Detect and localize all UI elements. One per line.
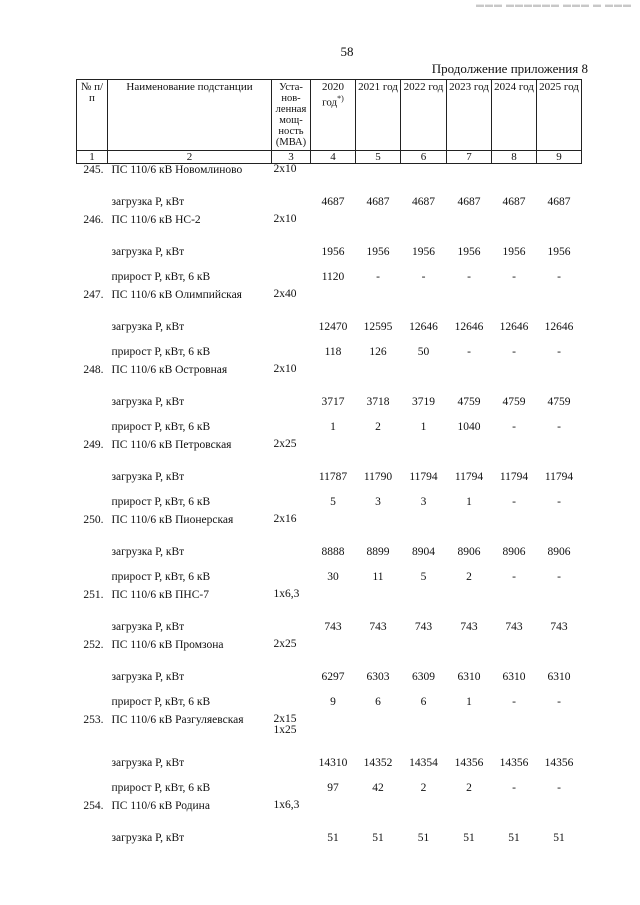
row-value: 5: [420, 570, 427, 583]
measure-row: [77, 689, 582, 714]
row-value: 1040: [457, 420, 481, 433]
row-value: [492, 439, 537, 464]
header-year: 2021 год: [356, 80, 401, 151]
measure-row: [77, 614, 582, 639]
row-value: 2: [466, 781, 472, 794]
row-value: 118: [324, 345, 342, 358]
row-name: прирост Р, кВт, 6 кВ: [111, 270, 211, 283]
row-name: прирост Р, кВт, 6 кВ: [111, 345, 211, 358]
row-capacity: [272, 664, 311, 689]
row-number: 248.: [83, 364, 104, 376]
row-value: 4687: [457, 195, 481, 208]
header-capacity: Уста-нов-ленная мощ-ность (МВА): [272, 80, 311, 151]
row-capacity: [272, 389, 311, 414]
row-value: [492, 714, 537, 750]
row-name: загрузка Р, кВт: [111, 545, 185, 558]
column-number: 4: [311, 151, 356, 164]
row-number: [77, 689, 108, 714]
row-value: -: [557, 781, 561, 794]
measure-row: [77, 339, 582, 364]
row-capacity: 1х6,3: [273, 799, 300, 811]
row-capacity: 2х25: [273, 438, 297, 450]
row-value: 1: [466, 495, 472, 508]
row-value: [401, 164, 447, 190]
header-year: 2024 год: [492, 80, 537, 151]
substation-row: [77, 514, 582, 539]
row-name: прирост Р, кВт, 6 кВ: [111, 420, 211, 433]
row-value: [537, 589, 582, 614]
row-value: [401, 439, 447, 464]
page-number: 58: [340, 44, 354, 59]
row-value: 2: [375, 420, 381, 433]
row-value: 743: [324, 620, 342, 633]
row-value: 50: [417, 345, 430, 358]
row-name: загрузка Р, кВт: [111, 195, 185, 208]
row-name: загрузка Р, кВт: [111, 470, 185, 483]
header-year: 2023 год: [447, 80, 492, 151]
row-value: -: [557, 495, 561, 508]
row-value: 4759: [457, 395, 481, 408]
row-value: -: [467, 345, 471, 358]
column-number: 6: [401, 151, 447, 164]
row-value: [356, 289, 401, 314]
scan-header-marks: ▬▬▬ ▬▬▬▬▬▬ ▬▬▬ ▬ ▬▬▬: [476, 0, 632, 9]
row-value: 11790: [363, 470, 393, 483]
row-value: 51: [327, 831, 339, 844]
row-value: [356, 514, 401, 539]
substation-row: [77, 714, 582, 750]
measure-row: [77, 489, 582, 514]
row-name: ПС 110/6 кВ Островная: [111, 364, 228, 376]
row-value: [447, 800, 492, 825]
row-value: 8906: [547, 545, 571, 558]
row-value: [447, 289, 492, 314]
row-value: 4687: [321, 195, 345, 208]
column-number: 2: [108, 151, 272, 164]
header-name: Наименование подстанции: [108, 80, 272, 151]
row-capacity: 2х15 1х25: [273, 713, 297, 736]
row-value: -: [512, 495, 516, 508]
row-value: 743: [369, 620, 387, 633]
row-value: 6297: [321, 670, 345, 683]
row-value: 8888: [321, 545, 345, 558]
row-value: [537, 514, 582, 539]
row-value: [356, 364, 401, 389]
row-value: 12470: [318, 320, 348, 333]
row-value: 6310: [457, 670, 481, 683]
row-name: ПС 110/6 кВ Олимпийская: [111, 289, 242, 301]
row-name: ПС 110/6 кВ Новомлиново: [111, 164, 243, 176]
column-number: 3: [272, 151, 311, 164]
row-number: [77, 775, 108, 800]
row-value: 11794: [499, 470, 529, 483]
row-value: 6: [420, 695, 427, 708]
row-value: 14354: [409, 756, 438, 769]
load-table: [76, 79, 582, 850]
row-capacity: [272, 314, 311, 339]
row-capacity: 2х10: [273, 163, 297, 175]
row-number: [77, 389, 108, 414]
column-number: 1: [77, 151, 108, 164]
row-value: 126: [369, 345, 387, 358]
row-value: 4759: [547, 395, 571, 408]
row-value: [356, 214, 401, 239]
row-number: 251.: [83, 589, 104, 601]
row-value: [492, 164, 537, 190]
row-value: 14356: [544, 756, 574, 769]
column-number-row: [77, 151, 582, 164]
row-name: прирост Р, кВт, 6 кВ: [111, 495, 211, 508]
measure-row: [77, 389, 582, 414]
row-value: [447, 214, 492, 239]
row-value: [492, 589, 537, 614]
row-value: 6310: [502, 670, 526, 683]
row-value: -: [512, 695, 516, 708]
row-capacity: [272, 414, 311, 439]
row-value: 14356: [454, 756, 484, 769]
row-value: 11: [372, 570, 384, 583]
row-value: 51: [417, 831, 430, 844]
row-capacity: [272, 825, 311, 850]
row-value: 11794: [409, 470, 438, 483]
row-capacity: [272, 464, 311, 489]
row-value: 4687: [412, 195, 435, 208]
row-value: [447, 714, 492, 750]
row-value: [356, 639, 401, 664]
row-value: 8899: [366, 545, 390, 558]
row-value: -: [557, 695, 561, 708]
row-value: [447, 514, 492, 539]
row-value: 5: [330, 495, 336, 508]
measure-row: [77, 664, 582, 689]
row-value: 1: [466, 695, 472, 708]
measure-row: [77, 539, 582, 564]
row-value: 12646: [499, 320, 529, 333]
measure-row: [77, 189, 582, 214]
measure-row: [77, 314, 582, 339]
row-name: прирост Р, кВт, 6 кВ: [111, 570, 211, 583]
row-number: [77, 314, 108, 339]
row-value: 743: [414, 620, 433, 633]
row-value: -: [512, 781, 516, 794]
row-number: [77, 189, 108, 214]
row-value: 12646: [544, 320, 574, 333]
row-capacity: [272, 339, 311, 364]
row-capacity: [272, 564, 311, 589]
row-value: [311, 800, 356, 825]
substation-row: [77, 214, 582, 239]
row-value: 1120: [321, 270, 345, 283]
column-number: 9: [537, 151, 582, 164]
row-value: -: [557, 345, 561, 358]
row-value: [311, 289, 356, 314]
row-value: 14352: [363, 756, 393, 769]
row-value: 12646: [454, 320, 484, 333]
substation-row: [77, 439, 582, 464]
row-value: 8906: [457, 545, 481, 558]
row-number: [77, 339, 108, 364]
row-number: 249.: [83, 439, 104, 451]
header-year: 2020 год*): [311, 80, 356, 151]
row-name: ПС 110/6 кВ Разгуляевская: [111, 714, 244, 726]
row-value: [537, 800, 582, 825]
row-value: [356, 439, 401, 464]
row-capacity: 2х10: [273, 213, 297, 225]
row-value: 743: [460, 620, 478, 633]
row-number: 250.: [83, 514, 104, 526]
row-value: [356, 589, 401, 614]
row-capacity: 1х6,3: [273, 588, 300, 600]
substation-row: [77, 164, 582, 190]
row-number: 246.: [83, 214, 104, 226]
row-value: [492, 214, 537, 239]
row-capacity: 2х16: [273, 513, 297, 525]
row-value: 42: [372, 781, 384, 794]
row-capacity: [272, 614, 311, 639]
row-value: -: [512, 270, 516, 283]
row-value: -: [376, 270, 380, 283]
row-value: 2: [466, 570, 472, 583]
row-value: [401, 800, 447, 825]
row-number: [77, 464, 108, 489]
measure-row: [77, 775, 582, 800]
row-capacity: [272, 264, 311, 289]
row-value: [537, 289, 582, 314]
row-name: ПС 110/6 кВ НС-2: [111, 214, 201, 226]
row-capacity: [272, 489, 311, 514]
row-value: [356, 164, 401, 190]
substation-row: [77, 364, 582, 389]
row-value: 11794: [454, 470, 484, 483]
measure-row: [77, 464, 582, 489]
substation-row: [77, 289, 582, 314]
row-number: [77, 239, 108, 264]
table-header-row: [77, 80, 582, 151]
row-name: загрузка Р, кВт: [111, 620, 185, 633]
row-value: 4687: [366, 195, 390, 208]
row-value: 1956: [502, 245, 526, 258]
row-name: загрузка Р, кВт: [111, 245, 185, 258]
row-value: 3717: [321, 395, 345, 408]
measure-row: [77, 825, 582, 850]
row-value: [401, 214, 447, 239]
continuation-caption: Продолжение приложения 8: [431, 61, 588, 76]
row-value: [447, 439, 492, 464]
row-value: 97: [327, 781, 339, 794]
column-number: 7: [447, 151, 492, 164]
row-value: [311, 439, 356, 464]
row-value: 51: [463, 831, 475, 844]
row-capacity: [272, 189, 311, 214]
header-year: 2025 год: [537, 80, 582, 151]
row-value: [311, 589, 356, 614]
row-number: [77, 539, 108, 564]
row-value: [311, 164, 356, 190]
row-value: 1956: [547, 245, 571, 258]
row-value: 51: [508, 831, 520, 844]
row-number: [77, 489, 108, 514]
row-value: [311, 639, 356, 664]
row-value: 11794: [544, 470, 574, 483]
row-name: прирост Р, кВт, 6 кВ: [111, 781, 211, 794]
row-name: ПС 110/6 кВ Пионерская: [111, 514, 234, 526]
row-number: 253.: [83, 714, 104, 726]
row-value: 1956: [321, 245, 345, 258]
row-number: [77, 564, 108, 589]
row-capacity: [272, 539, 311, 564]
row-value: 1956: [412, 245, 435, 258]
row-value: -: [421, 270, 426, 283]
row-number: [77, 414, 108, 439]
row-name: ПС 110/6 кВ Петровская: [111, 439, 232, 451]
header-num: № п/п: [77, 80, 108, 151]
row-value: 14356: [499, 756, 529, 769]
measure-row: [77, 264, 582, 289]
row-capacity: [272, 775, 311, 800]
row-capacity: [272, 750, 311, 775]
row-name: загрузка Р, кВт: [111, 670, 185, 683]
measure-row: [77, 414, 582, 439]
row-capacity: [272, 239, 311, 264]
row-value: 6309: [412, 670, 435, 683]
measure-row: [77, 750, 582, 775]
row-value: 8904: [412, 545, 435, 558]
row-value: 6303: [366, 670, 390, 683]
row-number: 247.: [83, 289, 104, 301]
row-value: 2: [420, 781, 427, 794]
row-number: 245.: [83, 164, 104, 176]
row-value: [537, 714, 582, 750]
row-value: 8906: [502, 545, 526, 558]
row-number: [77, 750, 108, 775]
row-value: [492, 514, 537, 539]
row-value: 4759: [502, 395, 526, 408]
row-value: [401, 639, 447, 664]
row-value: [447, 589, 492, 614]
row-number: [77, 664, 108, 689]
row-value: 3: [420, 495, 427, 508]
row-value: 51: [372, 831, 384, 844]
row-name: ПС 110/6 кВ Промзона: [111, 639, 224, 651]
row-value: [492, 364, 537, 389]
row-value: [356, 714, 401, 750]
column-number: 5: [356, 151, 401, 164]
row-value: -: [557, 270, 561, 283]
row-capacity: 2х25: [273, 638, 297, 650]
row-value: [401, 364, 447, 389]
row-value: -: [512, 570, 516, 583]
row-value: 4687: [547, 195, 571, 208]
row-value: [537, 364, 582, 389]
row-capacity: 2х40: [273, 288, 297, 300]
row-value: 3719: [412, 395, 435, 408]
row-value: 4687: [502, 195, 526, 208]
row-value: [401, 514, 447, 539]
row-value: 14310: [318, 756, 348, 769]
row-value: 11787: [318, 470, 348, 483]
measure-row: [77, 239, 582, 264]
row-value: 743: [550, 620, 568, 633]
row-value: [356, 800, 401, 825]
row-value: 3: [375, 495, 381, 508]
row-value: -: [557, 570, 561, 583]
row-value: 9: [330, 695, 336, 708]
row-value: [401, 589, 447, 614]
row-name: загрузка Р, кВт: [111, 395, 185, 408]
substation-row: [77, 639, 582, 664]
row-value: 1956: [457, 245, 481, 258]
row-value: [537, 639, 582, 664]
row-value: [447, 164, 492, 190]
row-number: 252.: [83, 639, 104, 651]
row-name: ПС 110/6 кВ ПНС-7: [111, 589, 209, 601]
row-value: 51: [553, 831, 565, 844]
header-year: 2022 год: [401, 80, 447, 151]
row-value: 30: [327, 570, 339, 583]
row-name: ПС 110/6 кВ Родина: [111, 800, 210, 812]
row-value: 12595: [363, 320, 393, 333]
row-value: 1: [420, 420, 427, 433]
row-number: [77, 825, 108, 850]
row-value: [492, 800, 537, 825]
row-value: 743: [505, 620, 523, 633]
row-value: 1: [330, 420, 336, 433]
row-value: 12646: [409, 320, 438, 333]
row-value: [311, 364, 356, 389]
row-number: 254.: [83, 800, 104, 812]
row-value: [537, 439, 582, 464]
row-value: [537, 214, 582, 239]
row-value: [311, 214, 356, 239]
row-value: [537, 164, 582, 190]
row-value: -: [512, 345, 516, 358]
row-value: [401, 714, 447, 750]
substation-row: [77, 589, 582, 614]
substation-row: [77, 800, 582, 825]
row-value: [311, 714, 356, 750]
row-value: [492, 639, 537, 664]
measure-row: [77, 564, 582, 589]
row-name: прирост Р, кВт, 6 кВ: [111, 695, 211, 708]
row-capacity: 2х10: [273, 363, 297, 375]
row-value: [447, 639, 492, 664]
row-value: -: [557, 420, 561, 433]
row-capacity: [272, 689, 311, 714]
row-value: 6: [375, 695, 381, 708]
row-value: 6310: [547, 670, 571, 683]
row-value: [311, 514, 356, 539]
row-value: 3718: [366, 395, 390, 408]
row-value: [447, 364, 492, 389]
row-value: 1956: [366, 245, 390, 258]
row-number: [77, 614, 108, 639]
row-name: загрузка Р, кВт: [111, 756, 185, 769]
row-value: [492, 289, 537, 314]
row-name: загрузка Р, кВт: [111, 320, 185, 333]
row-value: [401, 289, 447, 314]
row-number: [77, 264, 108, 289]
row-name: загрузка Р, кВт: [111, 831, 185, 844]
row-value: -: [467, 270, 471, 283]
table-body: [77, 164, 582, 851]
column-number: 8: [492, 151, 537, 164]
row-value: -: [512, 420, 516, 433]
